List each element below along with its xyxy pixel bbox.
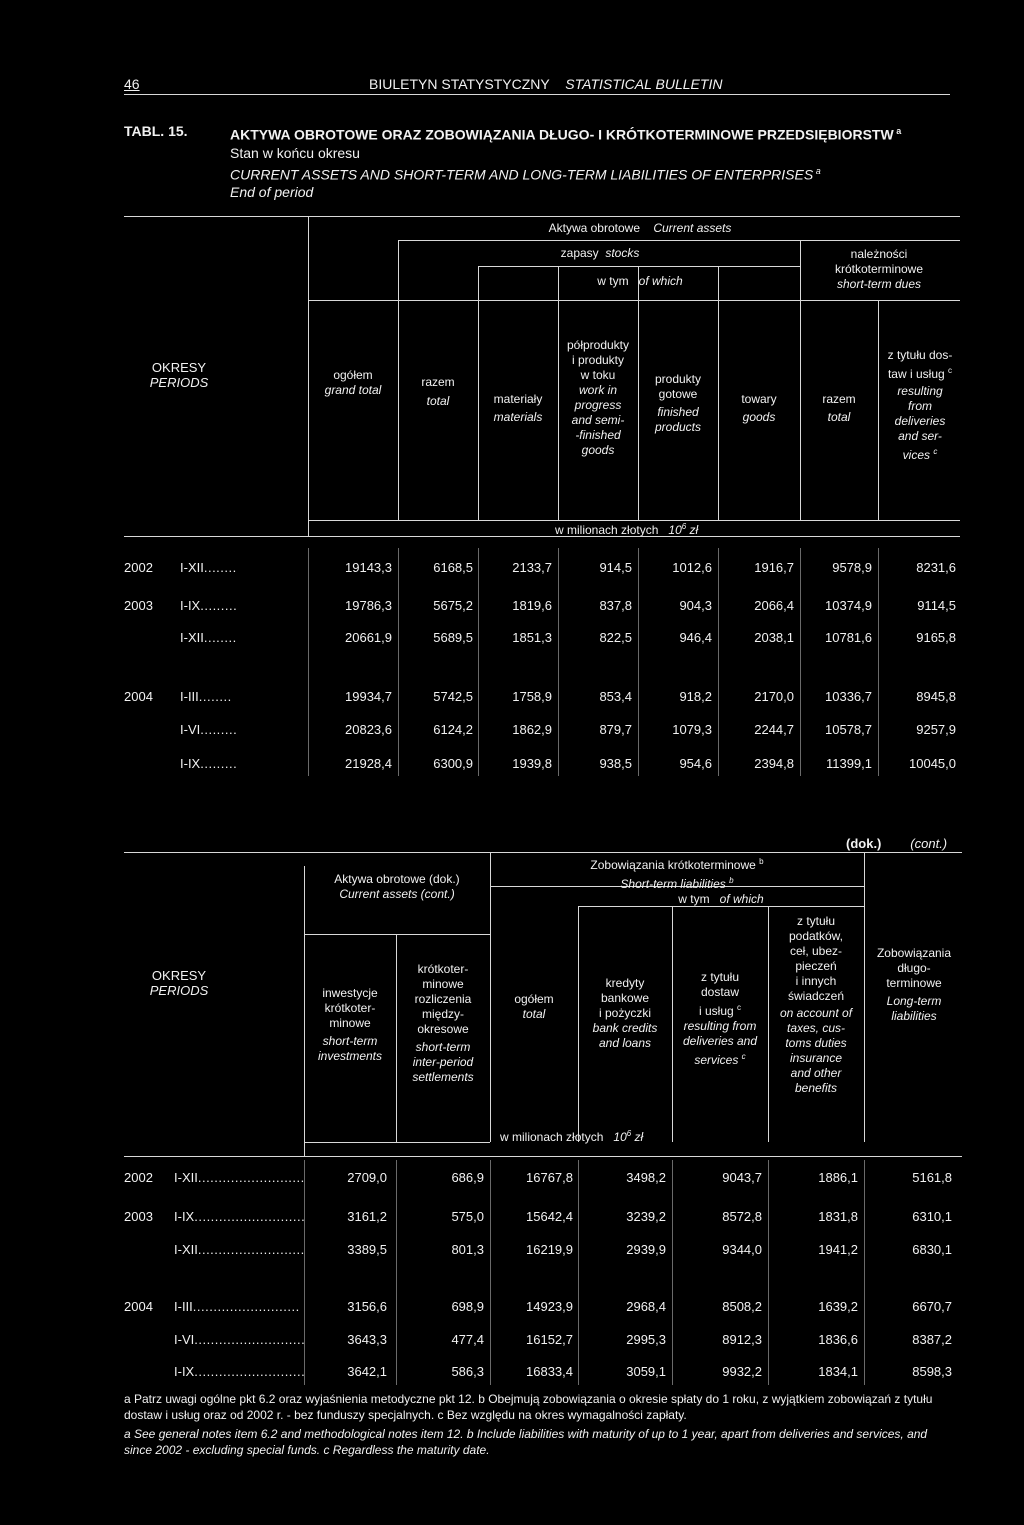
table-cell: 8912,3	[722, 1332, 762, 1347]
row-period: I-IX.........	[180, 598, 238, 613]
table-cell: 20823,6	[345, 722, 392, 737]
table-cell: 3642,1	[347, 1364, 387, 1379]
table-cell: 10045,0	[909, 756, 956, 771]
table-cell: 686,9	[451, 1170, 484, 1185]
table-cell: 853,4	[599, 689, 632, 704]
of-which-header: w tym of which	[597, 274, 683, 288]
stocks-total-header: razem total	[421, 375, 455, 408]
table-cell: 2968,4	[626, 1299, 666, 1314]
table-cell: 1939,8	[512, 756, 552, 771]
table-cell: 8945,8	[916, 689, 956, 704]
row-year: 2003	[124, 598, 153, 613]
table-cell: 8231,6	[916, 560, 956, 575]
table-cell: 2133,7	[512, 560, 552, 575]
table-cell: 5742,5	[433, 689, 473, 704]
table-cell: 16767,8	[526, 1170, 573, 1185]
column-rule	[398, 548, 399, 776]
table-cell: 6300,9	[433, 756, 473, 771]
assets-cont-header: Aktywa obrotowe (dok.) Current assets (cont.)	[334, 872, 460, 901]
table-cell: 1819,6	[512, 598, 552, 613]
footnotes	[124, 1391, 974, 1458]
table-cell: 2709,0	[347, 1170, 387, 1185]
dues-deliveries-header: z tytułu dos- taw i usług $^c$ resulting from deliveries and ser- vices $^c$	[887, 348, 953, 462]
table-subtitle-en: End of period	[230, 184, 314, 201]
goods-header: towary goods	[741, 392, 777, 424]
grand-total-header: ogółem grand total	[324, 368, 382, 397]
row-period: I-XII..........................	[174, 1170, 305, 1185]
table-cell: 9932,2	[722, 1364, 762, 1379]
footnote-pl-line-2: dostaw i usług oraz od 2002 r. - bez funduszy specjalnych. c Bez względu na okres wymagalności zapłaty.	[124, 1408, 687, 1422]
table-cell: 698,9	[451, 1299, 484, 1314]
table-subtitle-pl: Stan w końcu okresu	[230, 144, 360, 161]
deliveries-liabilities-header: z tytułu dostaw i usług $^c$ resulting from deliveries and services $^c$	[682, 970, 758, 1067]
table-cell: 1834,1	[818, 1364, 858, 1379]
bank-credits-header: kredyty bankowe i pożyczki bank credits and loans	[592, 976, 658, 1050]
table-cell: 1836,6	[818, 1332, 858, 1347]
column-rule	[672, 1160, 673, 1385]
table-cell: 1079,3	[672, 722, 712, 737]
column-rule	[308, 548, 309, 776]
table-cell: 8598,3	[912, 1364, 952, 1379]
table-cell: 1862,9	[512, 722, 552, 737]
footnote-en-line-1: a See general notes item 6.2 and methodological notes item 12. b Include liabilities with maturity of up to 1 year, apart from deliveries and services, and	[124, 1427, 928, 1441]
table-cell: 904,3	[679, 598, 712, 613]
table-cell: 16833,4	[526, 1364, 573, 1379]
table-cell: 1758,9	[512, 689, 552, 704]
table-cell: 3156,6	[347, 1299, 387, 1314]
table-cell: 5689,5	[433, 630, 473, 645]
table-cell: 20661,9	[345, 630, 392, 645]
stocks-header: zapasy stocks	[560, 246, 640, 260]
row-year: 2004	[124, 689, 153, 704]
table-title-pl: AKTYWA OBROTOWE ORAZ ZOBOWIĄZANIA DŁUGO- I KRÓTKOTERMINOWE PRZEDSIĘBIORSTW $^a$	[230, 126, 902, 143]
table-cell: 1012,6	[672, 560, 712, 575]
column-rule	[558, 548, 559, 776]
table-cell: 15642,4	[526, 1209, 573, 1224]
table-cell: 16152,7	[526, 1332, 573, 1347]
column-rule	[878, 548, 879, 776]
footnote-en-line-2: since 2002 - excluding special funds. c Regardless the maturity date.	[124, 1443, 490, 1457]
row-period: I-III..........................	[174, 1299, 300, 1314]
column-rule	[578, 1160, 579, 1385]
table-cell: 9344,0	[722, 1242, 762, 1257]
table-cell: 21928,4	[345, 756, 392, 771]
short-term-dues-header: należności krótkoterminowe short-term dues	[834, 247, 924, 291]
finished-products-header: produkty gotowe finished products	[654, 372, 702, 434]
bulletin-title: BIULETYN STATYSTYCZNY STATISTICAL BULLETIN	[369, 76, 723, 92]
taxes-liabilities-header: z tytułu podatków, ceł, ubez- pieczeń i innych świadczeń on account of taxes, cus- toms duties insurance and other benefits	[779, 914, 853, 1095]
table-cell: 1851,3	[512, 630, 552, 645]
table-cell: 837,8	[599, 598, 632, 613]
row-period: I-XII........	[180, 630, 237, 645]
column-rule	[638, 548, 639, 776]
table-cell: 9165,8	[916, 630, 956, 645]
table-cell: 3498,2	[626, 1170, 666, 1185]
table-cell: 9043,7	[722, 1170, 762, 1185]
table-cell: 10578,7	[825, 722, 872, 737]
part2-top-rule	[124, 852, 962, 853]
liabilities-total-header: ogółem total	[514, 992, 554, 1021]
table-cell: 11399,1	[825, 756, 872, 771]
periods-header: OKRESY PERIODS	[149, 360, 209, 390]
table-cell: 575,0	[451, 1209, 484, 1224]
table-cell: 10781,6	[825, 630, 872, 645]
table-cell: 19143,3	[345, 560, 392, 575]
column-rule	[864, 1160, 865, 1385]
table-cell: 918,2	[679, 689, 712, 704]
column-rule	[396, 1160, 397, 1385]
table-cell: 6670,7	[912, 1299, 952, 1314]
short-term-investments-header: inwestycje krótkoter- minowe short-term investments	[317, 986, 383, 1063]
table-cell: 2066,4	[754, 598, 794, 613]
column-rule	[800, 548, 801, 776]
row-year: 2004	[124, 1299, 153, 1314]
table-title-en: CURRENT ASSETS AND SHORT-TERM AND LONG-TERM LIABILITIES OF ENTERPRISES $^a$	[230, 165, 821, 183]
part1-vline	[308, 216, 309, 536]
table-cell: 3161,2	[347, 1209, 387, 1224]
table-cell: 1941,2	[818, 1242, 858, 1257]
table-cell: 879,7	[599, 722, 632, 737]
table-cell: 954,6	[679, 756, 712, 771]
table-cell: 2939,9	[626, 1242, 666, 1257]
table-cell: 9114,5	[917, 598, 956, 613]
wip-header: półprodukty i produkty w toku work in progress and semi- -finished goods	[566, 338, 630, 457]
table-cell: 19786,3	[345, 598, 392, 613]
table-cell: 16219,9	[526, 1242, 573, 1257]
table-cell: 9578,9	[832, 560, 872, 575]
table-cell: 6168,5	[433, 560, 473, 575]
table-cell: 10374,9	[825, 598, 872, 613]
table-cell: 586,3	[451, 1364, 484, 1379]
table-cell: 8387,2	[912, 1332, 952, 1347]
column-rule	[304, 1160, 305, 1385]
table-cell: 946,4	[679, 630, 712, 645]
table-cell: 5675,2	[433, 598, 473, 613]
table-cell: 3239,2	[626, 1209, 666, 1224]
table-cell: 1886,1	[818, 1170, 858, 1185]
column-rule	[478, 548, 479, 776]
row-period: I-XII..........................	[174, 1242, 305, 1257]
header-rule	[124, 94, 950, 95]
row-period: I-VI...........................	[174, 1332, 306, 1347]
table-cell: 2038,1	[754, 630, 794, 645]
table-cell: 2170,0	[754, 689, 794, 704]
part2-of-which-header: w tym of which	[678, 892, 764, 906]
table-cell: 6124,2	[433, 722, 473, 737]
part2-periods-header: OKRESY PERIODS	[149, 968, 209, 998]
row-period: I-III........	[180, 689, 232, 704]
short-term-liabilities-header: Zobowiązania krótkoterminowe $^b$ Short-term liabilities $^b$	[590, 857, 764, 891]
table-cell: 1916,7	[754, 560, 794, 575]
table-cell: 801,3	[451, 1242, 484, 1257]
table-cell: 8572,8	[722, 1209, 762, 1224]
table-cell: 9257,9	[916, 722, 956, 737]
part1-unit: w milionach złotych $10^6$ zł	[555, 522, 699, 537]
row-period: I-IX...........................	[174, 1209, 306, 1224]
table-cell: 6310,1	[912, 1209, 952, 1224]
table-cell: 3643,3	[347, 1332, 387, 1347]
page-number: 46	[124, 76, 140, 92]
table-cell: 1639,2	[818, 1299, 858, 1314]
table-cell: 2244,7	[754, 722, 794, 737]
dues-total-header: razem total	[822, 392, 856, 424]
table-number: TABL. 15.	[124, 123, 188, 139]
table-cell: 3059,1	[626, 1364, 666, 1379]
footnote-pl-line-1: a Patrz uwagi ogólne pkt 6.2 oraz wyjaśnienia metodyczne pkt 12. b Obejmują zobowiązania o okresie spłaty do 1 roku, z wyjątkiem zobowiązań z tytułu	[124, 1392, 933, 1406]
part2-unit: w milionach złotych $10^6$ zł	[500, 1129, 644, 1144]
table-cell: 822,5	[599, 630, 632, 645]
row-period: I-IX.........	[180, 756, 238, 771]
row-year: 2002	[124, 560, 153, 575]
table-cell: 10336,7	[825, 689, 872, 704]
table-cell: 938,5	[599, 756, 632, 771]
continuation-marker: (dok.) (cont.)	[846, 836, 948, 851]
materials-header: materiały materials	[493, 392, 543, 424]
long-term-liabilities-header: Zobowiązania długo- terminowe Long-term liabilities	[876, 946, 952, 1023]
table-cell: 19934,7	[345, 689, 392, 704]
row-period: I-XII........	[180, 560, 237, 575]
row-year: 2002	[124, 1170, 153, 1185]
column-rule	[718, 548, 719, 776]
table-cell: 6830,1	[912, 1242, 952, 1257]
current-assets-header: Aktywa obrotowe Current assets	[548, 221, 732, 235]
column-rule	[490, 1160, 491, 1385]
table-cell: 8508,2	[722, 1299, 762, 1314]
table-cell: 3389,5	[347, 1242, 387, 1257]
row-period: I-VI.........	[180, 722, 238, 737]
row-period: I-IX...........................	[174, 1364, 306, 1379]
row-year: 2003	[124, 1209, 153, 1224]
inter-period-settlements-header: krótkoter- minowe rozliczenia między- okresowe short-term inter-period settlements	[412, 962, 474, 1084]
table-cell: 2394,8	[754, 756, 794, 771]
table-cell: 14923,9	[526, 1299, 573, 1314]
column-rule	[768, 1160, 769, 1385]
table-cell: 914,5	[599, 560, 632, 575]
table-cell: 5161,8	[912, 1170, 952, 1185]
part1-top-rule	[124, 216, 960, 217]
table-cell: 1831,8	[818, 1209, 858, 1224]
table-cell: 477,4	[451, 1332, 484, 1347]
table-cell: 2995,3	[626, 1332, 666, 1347]
